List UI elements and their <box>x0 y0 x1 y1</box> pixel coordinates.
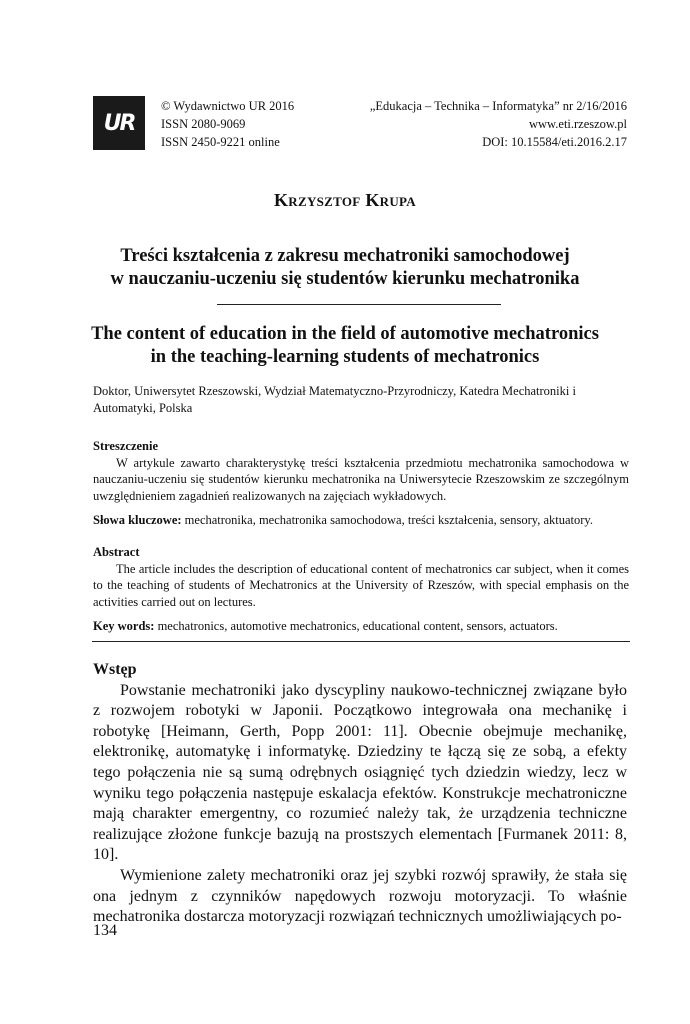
introduction-paragraph: Wymienione zalety mechatroniki oraz jej szybki rozwój sprawiły, że stała się ona jednym z czynników napędowych rozwoju motoryzacji. To właśnie mechatronika dostarcza motoryzacji rozwiązań technicznych umożliwiających po- <box>93 866 627 926</box>
author-name: Krzysztof Krupa <box>274 190 416 210</box>
journal-name: „Edukacja – Technika – Informatyka” nr 2/16/2016 <box>369 99 627 113</box>
title-english <box>60 323 630 369</box>
section-divider <box>92 641 630 642</box>
copyright-line: © Wydawnictwo UR 2016 <box>161 99 295 113</box>
abstract-polish-heading: Streszczenie <box>93 439 159 453</box>
abstract-polish-text: W artykule zawarto charakterystykę treści kształcenia przedmiotu mechatronika samochodowa w nauczaniu-uczeniu się studentów kierunku mechatronika na Uniwersytecie Rzeszowskim ze szczególnym uwzględnieniem zagadnień realizowanych na zajęciach wykładowych. <box>93 455 629 503</box>
doi: DOI: 10.15584/eti.2016.2.17 <box>482 135 627 149</box>
abstract-polish <box>93 438 629 529</box>
keywords-english-label: Key words: <box>93 619 155 633</box>
abstract-english-heading: Abstract <box>93 545 140 559</box>
title-english-line: in the teaching-learning students of mechatronics <box>150 347 540 367</box>
header-left <box>161 97 294 151</box>
keywords-polish-label: Słowa kluczowe: <box>93 513 182 527</box>
abstract-english <box>93 544 629 635</box>
issn-online: ISSN 2450-9221 online <box>161 135 280 149</box>
abstract-english-text: The article includes the description of educational content of mechatronics car subject, when it comes to the teaching of students of Mechatronics at the University of Rzeszów, with special emphasis on the activities carried out on lectures. <box>93 561 629 609</box>
keywords-polish <box>93 512 629 529</box>
header-right <box>370 97 627 151</box>
keywords-polish-values: mechatronika, mechatronika samochodowa, treści kształcenia, sensory, aktuatory. <box>184 513 593 527</box>
title-divider <box>217 304 501 305</box>
page-number: 134 <box>93 922 117 939</box>
logo-text: UR <box>103 110 135 136</box>
title-polish-line: w nauczaniu-uczeniu się studentów kierunku mechatronika <box>110 269 580 289</box>
title-polish-line: Treści kształcenia z zakresu mechatroniki samochodowej <box>120 246 570 266</box>
title-english-line: The content of education in the field of automotive mechatronics <box>91 324 599 344</box>
introduction-section <box>93 660 627 928</box>
keywords-english <box>93 618 629 635</box>
publisher-logo <box>93 96 145 150</box>
title-polish <box>60 245 630 291</box>
affiliation: Doktor, Uniwersytet Rzeszowski, Wydział Matematyczno-Przyrodniczy, Katedra Mechatroniki i Automatyki, Polska <box>93 384 576 415</box>
introduction-paragraph: Powstanie mechatroniki jako dyscypliny naukowo-technicznej związane było z rozwojem robotyki w Japonii. Początkowo integrowała ona mechanikę i robotykę [Heimann, Gerth, Popp 2001: 11]. Obecnie obejmuje mechanikę, elektronikę, automatykę i informatykę. Dziedziny te łączą się ze sobą, a efekty tego połączenia nie są sumą odrębnych osiągnięć tych dziedzin wiedzy, lecz w wyniku tego połączenia następuje eskalacja efektów. Konstrukcje mechatroniczne mają charakter emergentny, co rozumieć należy tak, że urządzenia techniczne realizujące złożone funkcje bazują na prostszych elementach [Furmanek 2011: 8, 10]. <box>93 681 627 864</box>
keywords-english-values: mechatronics, automotive mechatronics, educational content, sensors, actuators. <box>157 619 558 633</box>
issn-print: ISSN 2080-9069 <box>161 117 246 131</box>
journal-url[interactable]: www.eti.rzeszow.pl <box>529 117 627 131</box>
introduction-heading: Wstęp <box>93 661 137 678</box>
